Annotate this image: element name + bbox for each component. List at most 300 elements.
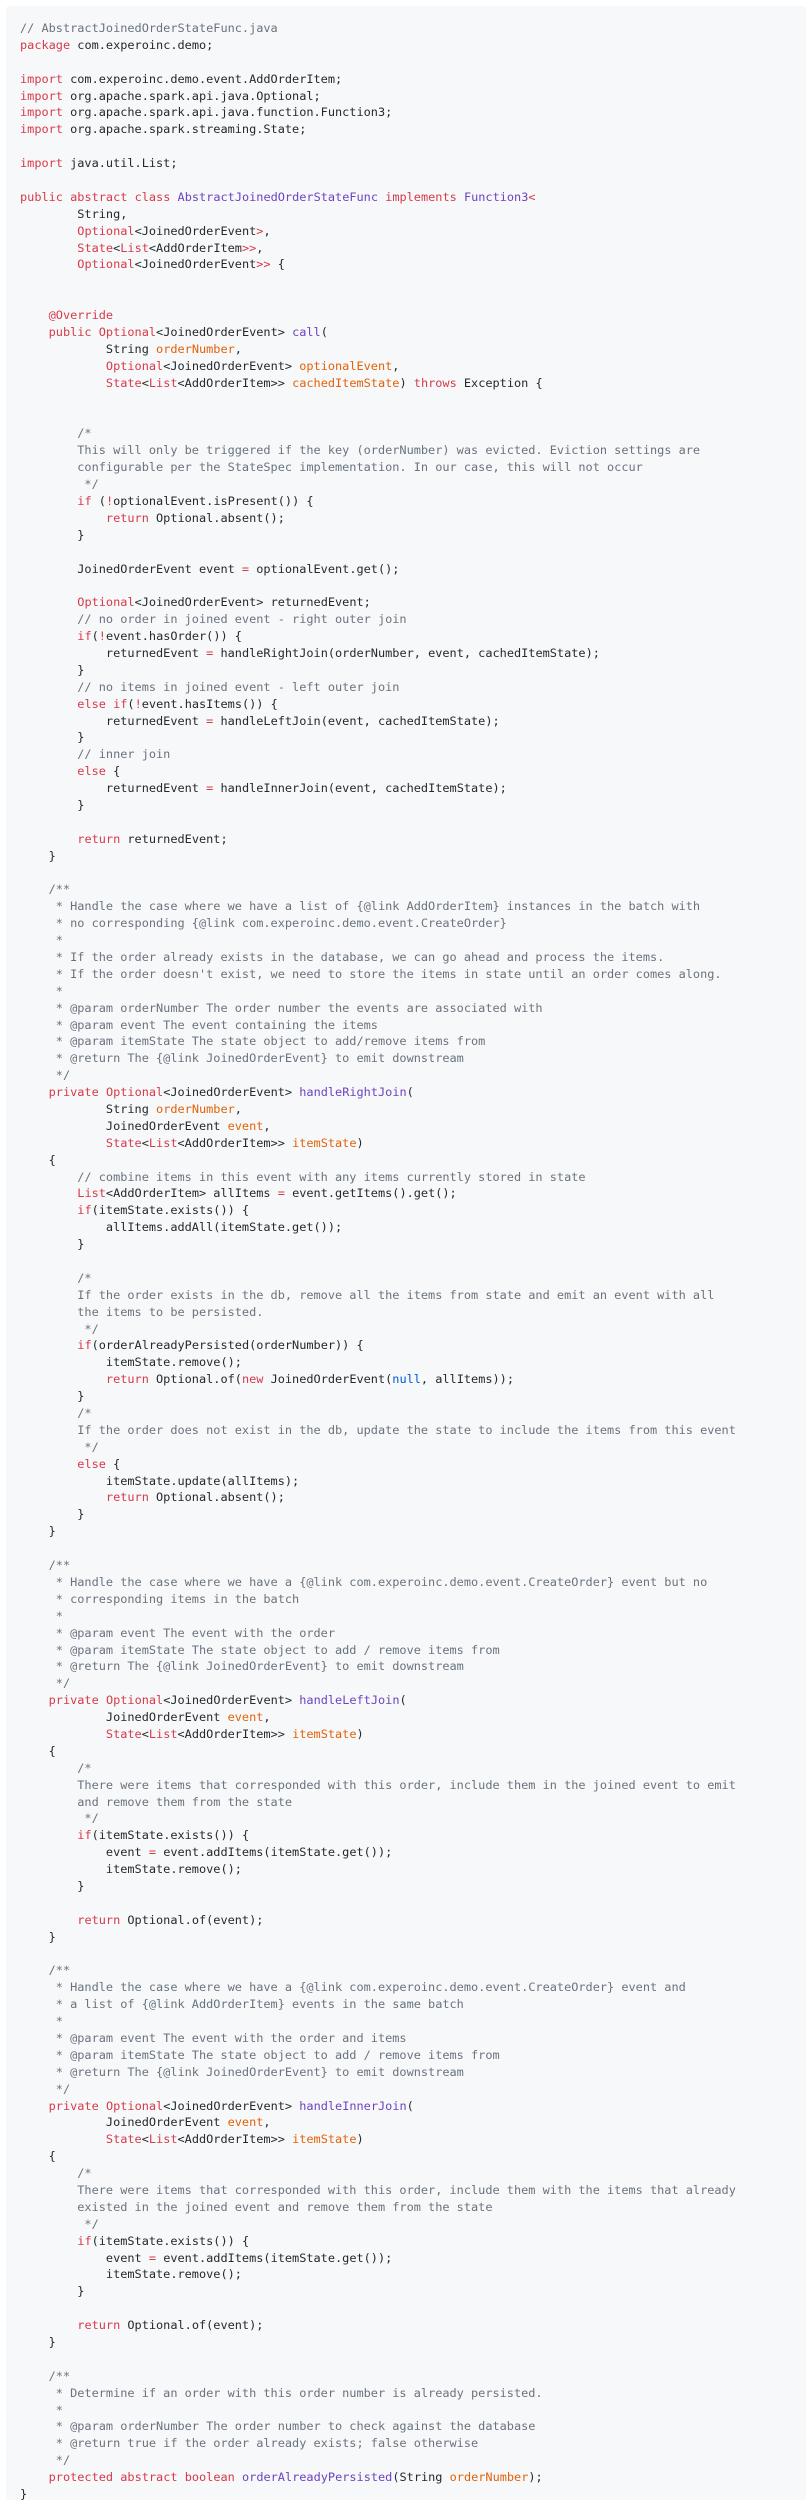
- code-line: [20, 527, 736, 544]
- code-token: String: [20, 1102, 157, 1116]
- code-token: // AbstractJoinedOrderStateFunc.java: [20, 21, 278, 35]
- code-line: [20, 1962, 736, 1979]
- code-token: * a list of {@link AddOrderItem} events in the same batch: [20, 1997, 464, 2012]
- code-token: event: [20, 1845, 149, 1860]
- code-token: [20, 1203, 77, 1217]
- code-token: }: [20, 1878, 85, 1893]
- code-token: */: [20, 477, 99, 492]
- code-token: [20, 1490, 106, 1504]
- code-line: [20, 1861, 736, 1878]
- code-token: If the order exists in the db, remove all the items from state and emit an event with all: [20, 1287, 715, 1302]
- code-token: event.hasOrder()) {: [105, 629, 242, 644]
- code-token: *: [20, 2014, 63, 2029]
- code-token: event.addItems(itemState.get());: [156, 1845, 393, 1860]
- code-line: [20, 2081, 736, 2098]
- code-token: <: [141, 1135, 149, 1150]
- code-line: [20, 273, 736, 290]
- code-token: }: [20, 730, 85, 745]
- code-token: ,: [234, 1102, 242, 1116]
- code-line: [20, 1777, 736, 1794]
- code-token: =: [206, 645, 214, 660]
- code-line: [20, 2334, 736, 2351]
- code-token: Optional.of(event);: [120, 2318, 264, 2333]
- code-line: [20, 1794, 736, 1811]
- code-token: <: [141, 2132, 149, 2147]
- code-token: * @param event The event with the order and items: [20, 2030, 407, 2045]
- code-token: import: [20, 105, 63, 120]
- code-token: <JoinedOrderEvent> returnedEvent;: [134, 595, 371, 610]
- code-token: * @return true if the order already exists; false otherwise: [20, 2436, 479, 2451]
- code-token: * Handle the case where we have a {@link com.experoinc.demo.event.CreateOrder} event but no: [20, 1574, 708, 1589]
- code-line: [20, 2216, 736, 2233]
- code-line: [20, 1304, 736, 1321]
- code-token: handleLeftJoin: [299, 1693, 400, 1708]
- code-line: [20, 966, 736, 983]
- code-line: [20, 2114, 736, 2131]
- code-line: [20, 1996, 736, 2013]
- code-token: * @param event The event with the order: [20, 1625, 335, 1640]
- code-token: * @param orderNumber The order number to check against the database: [20, 2419, 536, 2434]
- code-token: returnedEvent: [20, 713, 207, 728]
- code-line: [20, 1219, 736, 1236]
- code-token: (itemState.exists()) {: [91, 1828, 250, 1843]
- code-line: [20, 729, 736, 746]
- source-code-block: [20, 20, 736, 2503]
- code-line: [20, 1118, 736, 1135]
- code-token: }: [20, 2487, 28, 2502]
- code-token: /**: [20, 1963, 71, 1978]
- code-line: [20, 1287, 736, 1304]
- code-line: [20, 814, 736, 831]
- code-line: [20, 2435, 736, 2452]
- code-token: (orderAlreadyPersisted(orderNumber)) {: [91, 1338, 364, 1353]
- code-line: [20, 1270, 736, 1287]
- code-line: [20, 1388, 736, 1405]
- code-token: public: [20, 189, 63, 204]
- code-token: handleInnerJoin: [299, 2098, 407, 2113]
- code-line: [20, 1574, 736, 1591]
- code-token: [457, 190, 464, 204]
- code-line: [20, 1692, 736, 1709]
- code-token: event.getItems().get();: [284, 1186, 457, 1201]
- code-line: [20, 932, 736, 949]
- code-token: Optional: [105, 1693, 164, 1708]
- code-line: [20, 2486, 736, 2503]
- code-token: [127, 190, 134, 204]
- code-line: [20, 71, 736, 88]
- code-token: [20, 595, 77, 609]
- code-line: [20, 881, 736, 898]
- code-token: }: [20, 2335, 56, 2350]
- code-token: * Determine if an order with this order number is already persisted.: [20, 2385, 543, 2400]
- code-token: import: [20, 122, 63, 137]
- code-line: [20, 2064, 736, 2081]
- code-token: [20, 359, 106, 373]
- code-token: return: [77, 1912, 121, 1927]
- code-token: [20, 1828, 77, 1842]
- code-token: !: [98, 629, 106, 644]
- code-token: Optional.absent();: [148, 1490, 285, 1505]
- code-token: handleRightJoin: [299, 1085, 407, 1100]
- code-token: */: [20, 1439, 99, 1454]
- code-line: [20, 1929, 736, 1946]
- code-line: [20, 1506, 736, 1523]
- code-line: [20, 2233, 736, 2250]
- code-token: {: [20, 2149, 56, 2164]
- code-line: [20, 459, 736, 476]
- code-token: }: [20, 1237, 85, 1252]
- code-token: [99, 2099, 106, 2113]
- code-line: [20, 1067, 736, 1084]
- code-token: private: [48, 1693, 99, 1708]
- code-line: [20, 746, 736, 763]
- code-token: * If the order already exists in the database, we can go ahead and process the items.: [20, 949, 665, 964]
- code-token: itemState: [292, 1135, 357, 1150]
- code-line: [20, 1709, 736, 1726]
- code-token: */: [20, 2453, 71, 2468]
- code-token: optionalEvent.get();: [249, 561, 400, 576]
- code-token: abstract: [70, 189, 128, 204]
- code-token: /**: [20, 882, 71, 897]
- code-token: }: [20, 797, 85, 812]
- code-token: Function3: [463, 189, 529, 204]
- code-line: [20, 2469, 736, 2486]
- code-token: There were items that corresponded with this order, include them in the joined event to emit: [20, 1777, 736, 1792]
- code-line: [20, 645, 736, 662]
- code-line: [20, 223, 736, 240]
- code-line: [20, 2098, 736, 2115]
- code-token: <JoinedOrderEvent>: [163, 1693, 300, 1708]
- code-line: [20, 713, 736, 730]
- code-line: [20, 763, 736, 780]
- code-line: [20, 1185, 736, 1202]
- code-line: [20, 2250, 736, 2267]
- code-token: and remove them from the state: [20, 1794, 293, 1809]
- code-line: [20, 1033, 736, 1050]
- code-token: throws: [413, 375, 457, 390]
- code-token: else if: [77, 696, 128, 711]
- code-token: }: [20, 662, 85, 677]
- code-token: /**: [20, 1558, 71, 1573]
- code-token: [20, 494, 77, 508]
- code-token: <AddOrderItem: [148, 240, 242, 255]
- code-token: orderNumber: [449, 2470, 529, 2485]
- code-token: if: [77, 1338, 92, 1353]
- code-line: [20, 442, 736, 459]
- code-line: [20, 155, 736, 172]
- code-line: [20, 1540, 736, 1557]
- code-token: [20, 308, 49, 322]
- code-line: [20, 1354, 736, 1371]
- code-token: [20, 764, 77, 778]
- code-line: [20, 1017, 736, 1034]
- code-line: [20, 375, 736, 392]
- code-token: orderNumber: [156, 341, 235, 356]
- code-line: [20, 797, 736, 814]
- code-line: [20, 2452, 736, 2469]
- code-token: /*: [20, 1406, 92, 1421]
- code-line: [20, 1658, 736, 1675]
- code-line: [20, 1912, 736, 1929]
- code-token: implements: [385, 189, 457, 204]
- code-token: * @param event The event containing the items: [20, 1017, 378, 1032]
- code-token: JoinedOrderEvent: [20, 2115, 228, 2130]
- code-line: [20, 544, 736, 561]
- code-line: [20, 1625, 736, 1642]
- code-token: }: [20, 1389, 85, 1404]
- code-token: returnedEvent;: [120, 831, 228, 846]
- code-token: if: [77, 1203, 92, 1218]
- code-line: [20, 307, 736, 324]
- code-token: <: [141, 1726, 149, 1741]
- code-line: [20, 2199, 736, 2216]
- code-line: [20, 392, 736, 409]
- code-token: return: [77, 831, 121, 846]
- code-line: [20, 88, 736, 105]
- code-line: [20, 1810, 736, 1827]
- code-token: ): [356, 1726, 364, 1741]
- code-token: (: [127, 696, 135, 711]
- code-token: *: [20, 933, 63, 948]
- code-token: [20, 2470, 49, 2484]
- code-token: !: [134, 696, 142, 711]
- code-token: }: [20, 1524, 56, 1539]
- code-line: [20, 1591, 736, 1608]
- code-token: /*: [20, 2166, 92, 2181]
- code-line: [20, 1169, 736, 1186]
- code-line: [20, 476, 736, 493]
- code-token: ): [356, 1135, 364, 1150]
- code-token: ,: [392, 358, 400, 373]
- code-token: /**: [20, 2368, 71, 2383]
- code-panel: [6, 6, 806, 2500]
- code-line: [20, 1456, 736, 1473]
- code-token: There were items that corresponded with this order, include them with the items that already: [20, 2183, 736, 2197]
- code-token: *: [20, 2402, 63, 2417]
- code-token: <AddOrderItem>>: [177, 1135, 293, 1150]
- code-line: [20, 1675, 736, 1692]
- code-token: List: [148, 2132, 178, 2147]
- code-line: [20, 2317, 736, 2334]
- code-line: [20, 2148, 736, 2165]
- code-token: event: [227, 2115, 264, 2130]
- code-token: [20, 1338, 77, 1352]
- code-token: [92, 325, 99, 339]
- code-token: ,: [263, 1118, 271, 1133]
- code-token: [20, 2234, 77, 2248]
- code-token: orderAlreadyPersisted: [242, 2470, 393, 2485]
- code-line: [20, 2266, 736, 2283]
- code-line: [20, 240, 736, 257]
- code-token: * @param itemState The state object to add / remove items from: [20, 1642, 500, 1657]
- code-token: >: [256, 223, 264, 238]
- code-line: [20, 1844, 736, 1861]
- code-token: if: [77, 629, 92, 644]
- code-token: =: [277, 1186, 285, 1201]
- code-token: [20, 1372, 106, 1386]
- code-line: [20, 1135, 736, 1152]
- code-token: }: [20, 848, 56, 863]
- code-token: (: [91, 493, 106, 508]
- code-token: import: [20, 71, 63, 86]
- code-token: itemState.update(allItems);: [20, 1473, 300, 1488]
- code-token: !: [105, 493, 114, 508]
- code-token: State: [105, 2132, 142, 2147]
- code-line: [20, 1895, 736, 1912]
- code-token: JoinedOrderEvent: [20, 1118, 228, 1133]
- code-token: if: [77, 493, 92, 508]
- code-token: package: [20, 37, 71, 52]
- code-token: (: [399, 1693, 407, 1708]
- code-token: List: [148, 1726, 178, 1741]
- code-token: orderNumber: [156, 1102, 235, 1116]
- code-token: ): [356, 2132, 364, 2147]
- code-token: null: [392, 1372, 421, 1387]
- code-line: [20, 1253, 736, 1270]
- code-token: // no order in joined event - right outer join: [20, 612, 407, 627]
- code-token: This will only be triggered if the key (orderNumber) was evicted. Eviction settings are: [20, 443, 701, 458]
- code-line: [20, 1337, 736, 1354]
- code-token: itemState.remove();: [20, 1355, 242, 1370]
- code-line: [20, 290, 736, 307]
- code-token: [20, 1693, 49, 1707]
- code-line: [20, 1202, 736, 1219]
- code-token: */: [20, 1676, 71, 1691]
- code-token: Optional: [105, 358, 164, 373]
- code-line: [20, 358, 736, 375]
- code-token: List: [77, 1186, 106, 1201]
- code-token: AbstractJoinedOrderStateFunc: [177, 189, 378, 204]
- code-token: [99, 1085, 106, 1099]
- code-line: [20, 493, 736, 510]
- code-line: [20, 983, 736, 1000]
- code-token: [20, 1085, 49, 1099]
- code-token: configurable per the StateSpec implementation. In our case, this will not occur: [20, 460, 643, 475]
- code-token: (: [406, 2098, 414, 2113]
- code-line: [20, 2368, 736, 2385]
- code-token: (: [91, 629, 99, 644]
- code-token: return: [105, 1372, 149, 1387]
- code-token: Optional: [77, 257, 135, 272]
- code-token: * Handle the case where we have a {@link com.experoinc.demo.event.CreateOrder} event and: [20, 1980, 686, 1995]
- code-line: [20, 1760, 736, 1777]
- code-token: [20, 376, 106, 390]
- code-token: return: [105, 1490, 149, 1505]
- code-token: event.hasItems()) {: [141, 696, 278, 711]
- code-token: [20, 629, 77, 643]
- code-token: itemState: [292, 2132, 357, 2147]
- code-token: }: [20, 1507, 85, 1522]
- code-token: * @return The {@link JoinedOrderEvent} to emit downstream: [20, 1051, 464, 1066]
- code-token: [20, 1913, 77, 1927]
- code-token: returnedEvent: [20, 645, 207, 660]
- code-line: [20, 831, 736, 848]
- code-line: [20, 898, 736, 915]
- code-line: [20, 1152, 736, 1169]
- code-token: itemState: [292, 1726, 357, 1741]
- code-line: [20, 104, 736, 121]
- code-token: {: [270, 257, 285, 272]
- code-line: [20, 1321, 736, 1338]
- code-token: [20, 257, 77, 271]
- code-line: [20, 1473, 736, 1490]
- code-line: [20, 2165, 736, 2182]
- code-token: [20, 1186, 77, 1200]
- code-token: else: [77, 764, 106, 779]
- code-token: ,: [234, 341, 242, 356]
- code-token: Optional: [105, 1085, 164, 1100]
- code-token: [170, 190, 177, 204]
- code-line: [20, 138, 736, 155]
- code-token: }: [20, 1929, 56, 1944]
- code-token: <JoinedOrderEvent: [134, 257, 257, 272]
- code-line: [20, 1236, 736, 1253]
- code-token: */: [20, 1321, 99, 1336]
- code-line: [20, 1523, 736, 1540]
- code-token: JoinedOrderEvent event: [20, 561, 242, 576]
- code-line: [20, 679, 736, 696]
- code-token: * Handle the case where we have a list of {@link AddOrderItem} instances in the batch with: [20, 899, 701, 914]
- code-line: [20, 848, 736, 865]
- code-line: [20, 172, 736, 189]
- code-line: [20, 1642, 736, 1659]
- code-line: [20, 37, 736, 54]
- code-token: import: [20, 88, 63, 103]
- code-line: [20, 1050, 736, 1067]
- code-token: [178, 2470, 185, 2484]
- code-token: <JoinedOrderEvent>: [163, 2098, 300, 2113]
- code-token: com.experoinc.demo;: [70, 37, 214, 52]
- code-line: [20, 1608, 736, 1625]
- code-line: [20, 2013, 736, 2030]
- code-line: [20, 628, 736, 645]
- code-token: /*: [20, 426, 92, 441]
- code-line: [20, 1946, 736, 1963]
- code-token: return: [105, 510, 149, 525]
- code-token: the items to be persisted.: [20, 1304, 264, 1319]
- code-line: [20, 510, 736, 527]
- code-token: <AddOrderItem>>: [177, 2132, 293, 2147]
- code-line: [20, 1743, 736, 1760]
- code-line: [20, 865, 736, 882]
- code-line: [20, 1979, 736, 1996]
- code-line: [20, 121, 736, 138]
- code-token: org.apache.spark.streaming.State;: [62, 122, 307, 137]
- code-token: [20, 325, 49, 339]
- code-token: ,: [263, 1710, 271, 1725]
- code-token: itemState.remove();: [20, 2267, 242, 2282]
- code-token: optionalEvent.isPresent()) {: [113, 493, 314, 508]
- code-line: [20, 1878, 736, 1895]
- code-token: abstract: [120, 2470, 178, 2485]
- code-token: Optional: [98, 325, 157, 340]
- code-token: Optional: [77, 223, 135, 238]
- code-line: [20, 577, 736, 594]
- code-token: *: [20, 983, 63, 998]
- code-token: event.addItems(itemState.get());: [156, 2250, 393, 2265]
- code-token: * @param itemState The state object to add/remove items from: [20, 1034, 486, 1049]
- code-token: ,: [263, 223, 271, 238]
- code-token: [20, 1457, 77, 1471]
- code-token: Optional: [77, 595, 135, 610]
- code-token: */: [20, 2216, 99, 2231]
- code-token: (: [320, 325, 328, 340]
- code-token: private: [48, 1085, 99, 1100]
- code-token: State: [105, 1726, 142, 1741]
- code-token: handleInnerJoin(event, cachedItemState);: [213, 781, 507, 796]
- code-token: (String: [392, 2470, 450, 2485]
- code-line: [20, 915, 736, 932]
